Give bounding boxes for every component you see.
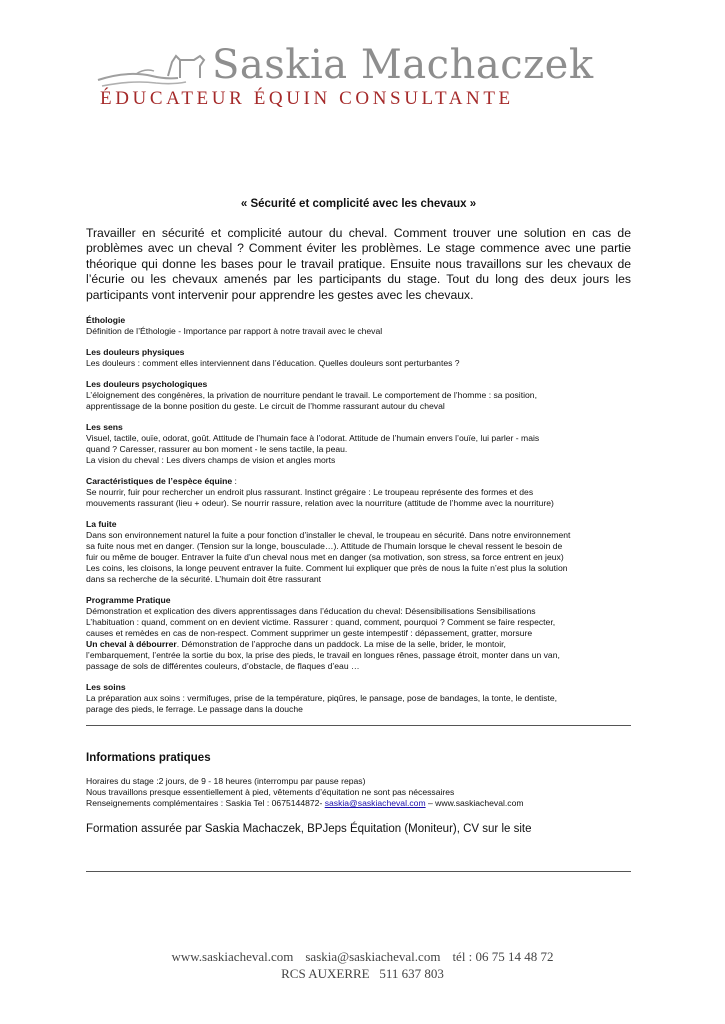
section-heading-tail: : (232, 476, 237, 487)
section-heading: Les sens (86, 422, 123, 433)
section-line: Visuel, tactile, ouïe, odorat, goût. Attitude de l’humain face à l’odorat. Attitude de l’humain envers l’ouïe, lui parler - mais (86, 433, 540, 444)
divider (86, 725, 631, 726)
section-line: Dans son environnement naturel la fuite a pour fonction d’installer le cheval, le troupeau en sécurité. Dans notre environnement (86, 530, 571, 541)
section-line: L’habituation : quand, comment on en devient victime. Rassurer : quand, comment, pourquoi ? Comment se faire respecter, (86, 617, 556, 628)
letterhead (96, 40, 616, 120)
section-heading-text: Caractéristiques de l’espèce équine (86, 476, 233, 487)
footer-contact-line (0, 948, 725, 965)
practical-title: Informations pratiques (86, 752, 211, 765)
section-line: Les coins, les cloisons, la longe peuvent entraver la fuite. Comment lui expliquer que près de nous la fuite n’est plus la solution (86, 563, 568, 574)
footer (0, 948, 725, 982)
section-line: mouvements rassurant (lieu + odeur). Se nourrir rassure, relation avec la nourriture (attitude de l’homme avec la nourriture) (86, 498, 554, 509)
divider (86, 871, 631, 872)
section-line: causes et remèdes en cas de non-respect. Comment supprimer un geste intempestif : dépassement, gratter, morsure (86, 628, 533, 639)
bold-lead: Un cheval à débourrer (86, 639, 177, 650)
section-line: quand ? Caresser, rassurer au bon moment - le sens tactile, la peau. (86, 444, 348, 455)
section-heading: Éthologie (86, 315, 126, 326)
section-line: La préparation aux soins : vermifuges, prise de la température, piqûres, le pansage, pose de bandages, la tonte, le dentiste, (86, 693, 558, 704)
section-line (86, 639, 631, 650)
section-heading: Les douleurs psychologiques (86, 379, 208, 390)
section-line: apprentissage de la bonne position du geste. Le circuit de l’homme rassurant autour du cheval (86, 401, 445, 412)
section-douleurs-physiques (86, 347, 631, 369)
section-line: parage des pieds, le ferrage. Le passage dans la douche (86, 704, 303, 715)
formation-text: Formation assurée par Saskia Machaczek, BPJeps Équitation (Moniteur), CV sur le site (86, 823, 532, 836)
section-line: L’éloignement des congénères, la privation de nourriture pendant le travail. Le comportement de l’homme : sa position, (86, 390, 537, 401)
section-line: dans sa recherche de la sécurité. L’humain doit être rassurant (86, 574, 322, 585)
footer-email: saskia@saskiacheval.com (305, 949, 441, 964)
intro-paragraph: Travailler en sécurité et complicité autour du cheval. Comment trouver une solution en cas de problèmes avec un cheval ? Comment éviter les problèmes. Le stage commence avec une partie théorique qui donne les bases pour le travail pratique. Ensuite nous travaillons sur les chevaux de l’écurie ou les chevaux amenés par les participants du stage. Tout du long des deux jours les participants vont intervenir pour apprendre les gestes avec les chevaux. (86, 226, 631, 302)
section-les-soins (86, 682, 631, 715)
section-ethologie (86, 315, 631, 337)
section-line: Se nourrir, fuir pour rechercher un endroit plus rassurant. Instinct grégaire : Le troupeau représente des formes et des (86, 487, 534, 498)
brand-name: Saskia Machaczek (212, 42, 594, 88)
document-body (86, 198, 631, 872)
footer-rcs: RCS AUXERRE 511 637 803 (281, 966, 444, 981)
section-line: l’embarquement, l’entrée la sortie du box, la prise des pieds, le travail en longues rênes, passage étroit, monter dans un van, (86, 650, 560, 661)
practical-hours: Horaires du stage :2 jours, de 9 - 18 heures (interrompu par pause repas) (86, 776, 366, 787)
section-heading (86, 476, 631, 487)
practical-contact (86, 798, 631, 809)
section-line: Démonstration et explication des divers apprentissages dans l’éducation du cheval: Désensibilisations Sensibilisations (86, 606, 536, 617)
brand-subtitle: ÉDUCATEUR ÉQUIN CONSULTANTE (100, 88, 514, 109)
section-line: sa fuite nous met en danger. (Tension sur la longe, bousculade…). Attitude de l’humain lorsque le cheval ressent le besoin de (86, 541, 563, 552)
section-heading: Programme Pratique (86, 595, 171, 606)
email-link[interactable]: saskia@saskiacheval.com (324, 798, 426, 809)
footer-website: www.saskiacheval.com (171, 949, 294, 964)
section-line: fuir ou même de bouger. Entraver la fuite d’un cheval nous met en danger (sa motivation, son stress, sa force entrent en jeux) (86, 552, 564, 563)
bold-rest: . Démonstration de l’approche dans un paddock. La mise de la selle, brider, le montoir, (176, 639, 506, 650)
section-line: Les douleurs : comment elles interviennent dans l’éducation. Quelles douleurs sont perturbantes ? (86, 358, 460, 369)
section-caracteristiques (86, 476, 631, 509)
section-line: La vision du cheval : Les divers champs de vision et angles morts (86, 455, 336, 466)
section-heading: La fuite (86, 519, 117, 530)
practical-equipment: Nous travaillons presque essentiellement à pied, vêtements d’équitation ne sont pas nécessaires (86, 787, 455, 798)
section-heading: Les soins (86, 682, 126, 693)
section-la-fuite (86, 519, 631, 585)
section-heading: Les douleurs physiques (86, 347, 185, 358)
section-douleurs-psychologiques (86, 379, 631, 412)
practical-info (86, 752, 631, 835)
footer-phone: tél : 06 75 14 48 72 (452, 949, 554, 964)
section-line: Définition de l’Éthologie - Importance par rapport à notre travail avec le cheval (86, 326, 383, 337)
document-title: « Sécurité et complicité avec les chevaux » (240, 198, 477, 210)
section-les-sens (86, 422, 631, 466)
hand-horse-logo-icon (96, 50, 216, 90)
section-programme-pratique (86, 595, 631, 672)
contact-prefix: Renseignements complémentaires : Saskia Tel : 0675144872- (86, 798, 325, 809)
contact-suffix: – www.saskiacheval.com (425, 798, 524, 809)
section-line: passage de sols de différentes couleurs, d’obstacle, de flaques d’eau … (86, 661, 360, 672)
